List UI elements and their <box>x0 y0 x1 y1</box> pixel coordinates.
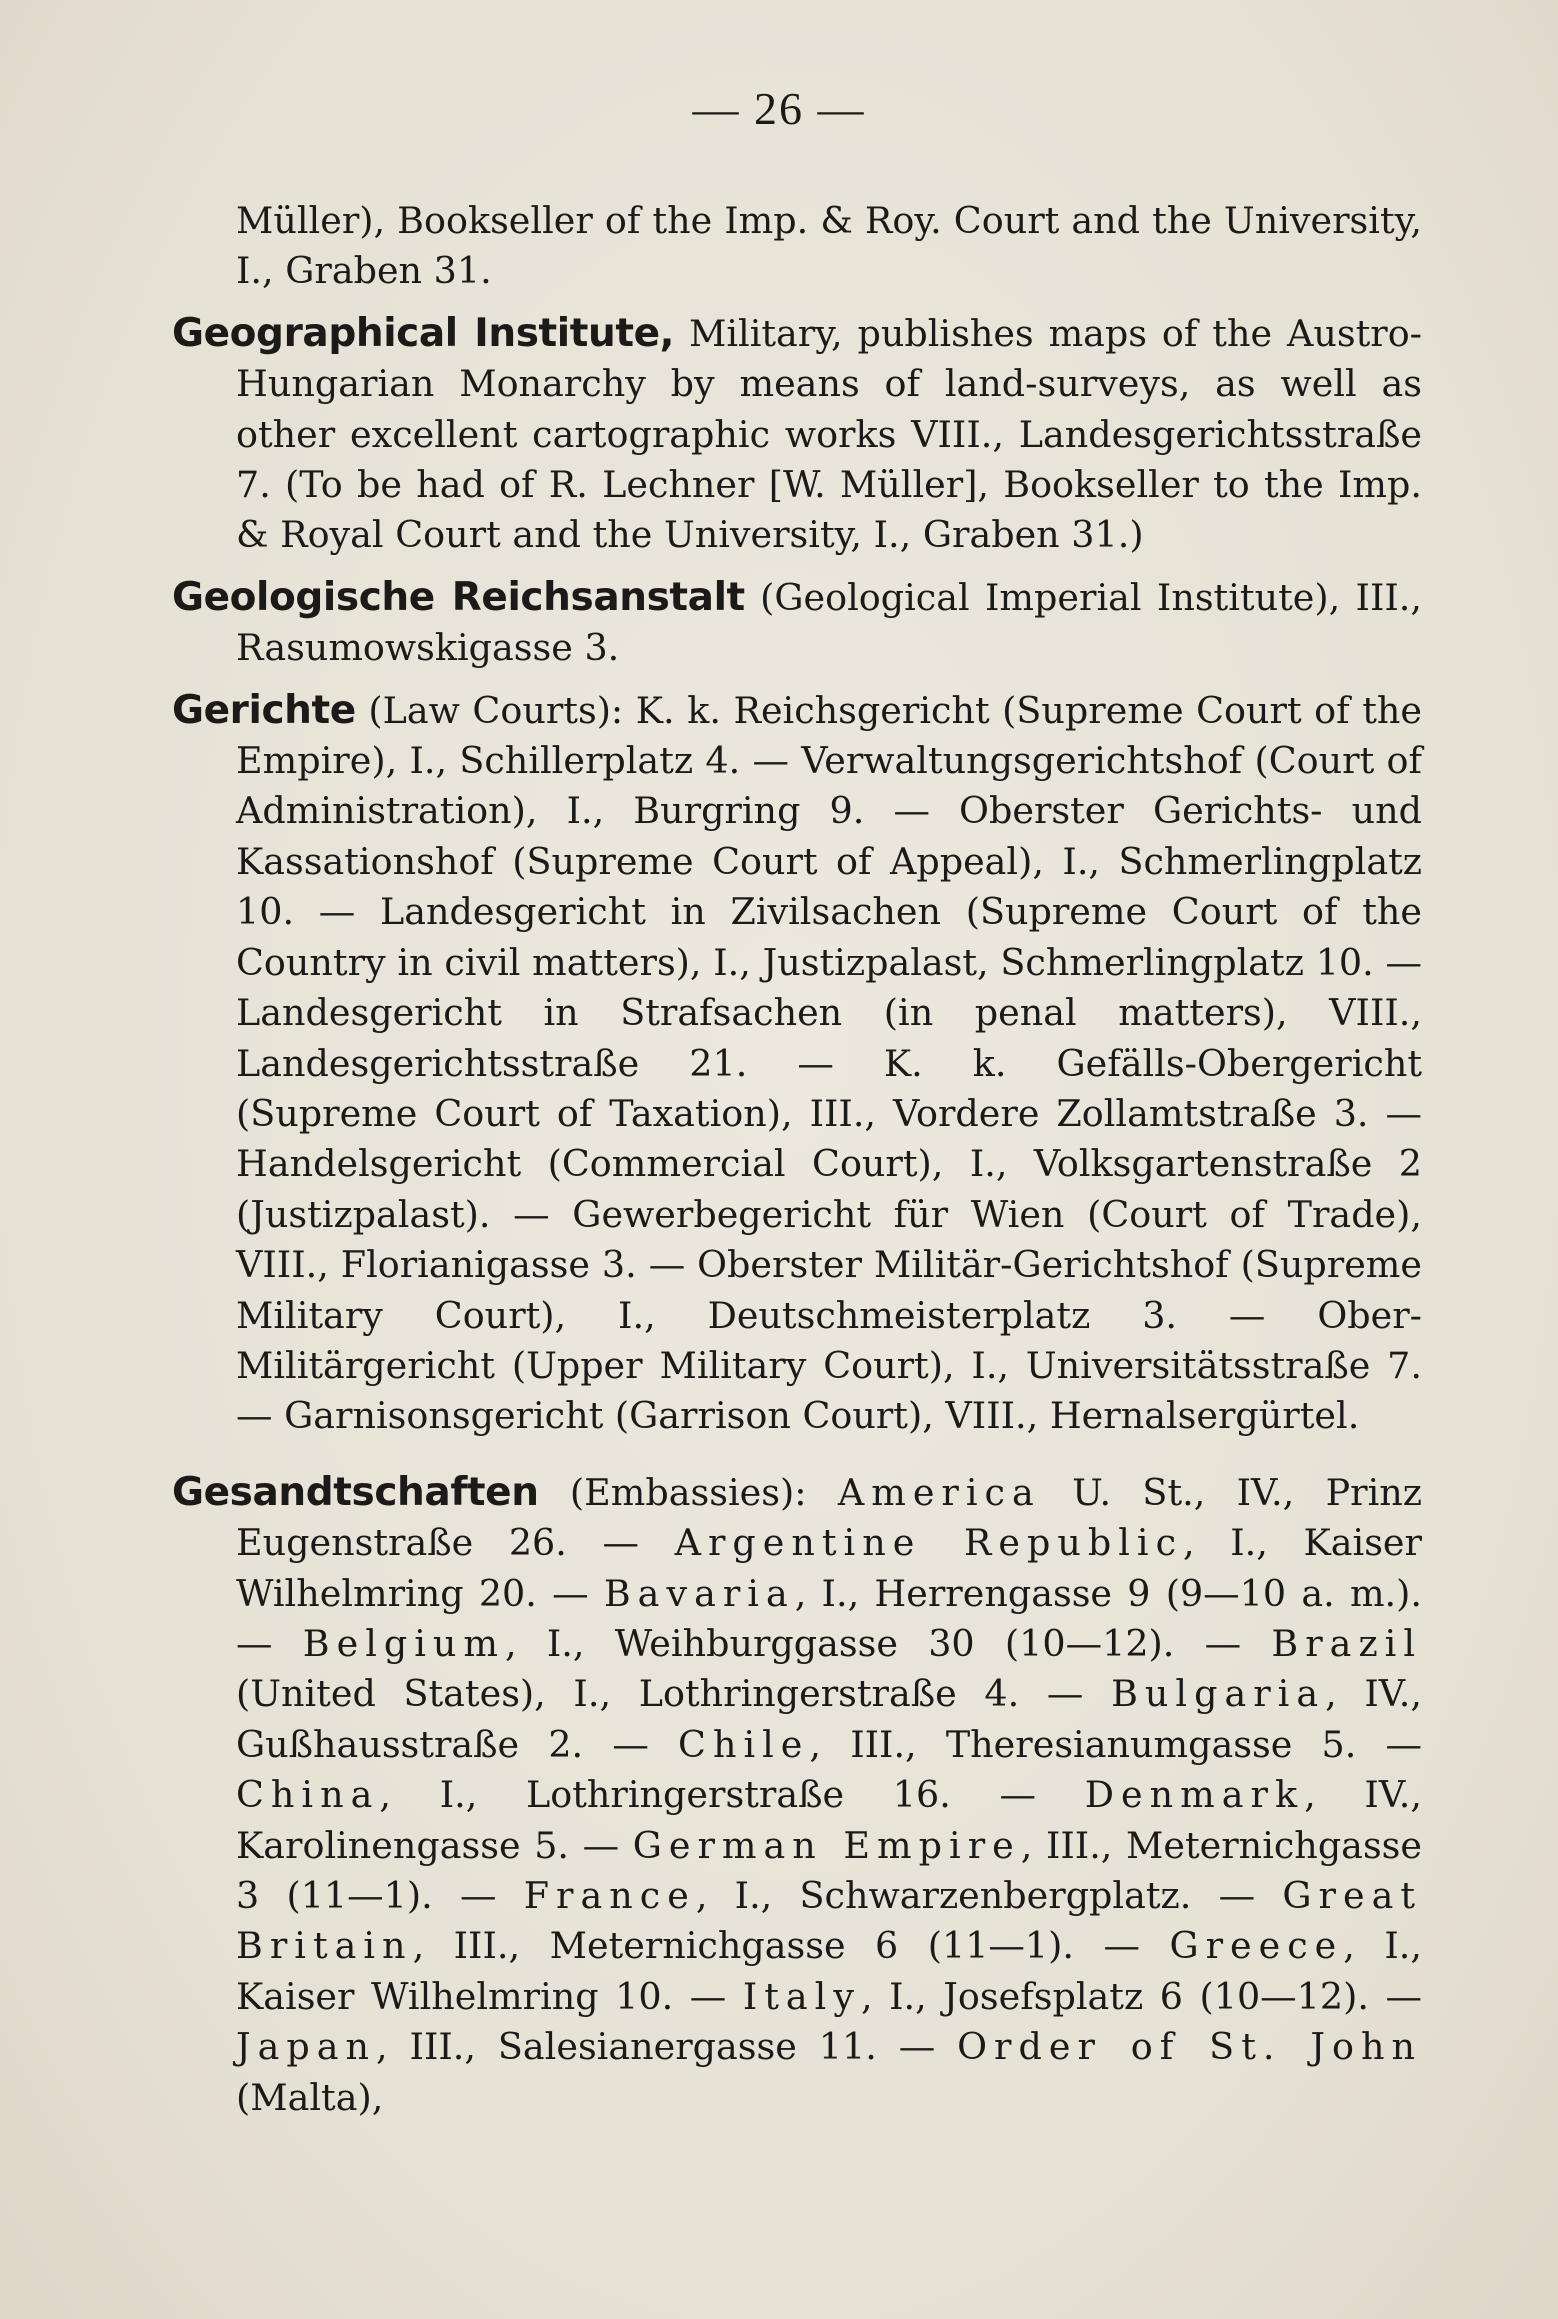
country-name: German Empire <box>632 1823 1021 1867</box>
entry-text: Military, publishes maps of the Austro-Hungarian Monarchy by means of land-surveys, as well as other excellent cartographic works VIII., Landesgerichtsstraße 7. (To be had of R. Lechner [W. Müller], Bookseller to the Imp. & Royal Court and the University, I., Graben 31.) <box>236 311 1422 557</box>
entry-text: , I., Schwarzenbergplatz. — <box>695 1874 1283 1917</box>
country-name: Argentine Republic <box>674 1521 1184 1565</box>
country-name: America <box>837 1470 1041 1514</box>
entry-text: (Geological Imperial Institute), III., Rasumowskigasse 3. <box>236 575 1422 670</box>
entry-heading: Geographical Institute, <box>172 310 675 356</box>
entry-gesandtschaften <box>172 1468 1422 2123</box>
entry-text: , III., Meternichgasse 6 (11—1). — <box>412 1924 1170 1968</box>
entry-gerichte <box>172 686 1422 1442</box>
entry-text: (Embassies): <box>538 1470 838 1514</box>
entry-heading: Geologische Reichsanstalt <box>172 574 745 620</box>
country-name: Belgium <box>302 1621 506 1665</box>
entry-text: , I., Herrengasse 9 (9—10 a. m.). — <box>236 1571 1423 1665</box>
country-name: Bulgaria <box>1111 1672 1326 1716</box>
entry-geographical-institute <box>172 309 1422 561</box>
entry-text: (Malta), <box>236 2075 384 2119</box>
entry-text: Müller), Bookseller of the Imp. & Roy. Court and the University, I., Graben 31. <box>236 199 1422 293</box>
entry-text: , III., Theresianumgasse 5. — <box>809 1722 1422 1766</box>
country-name: France <box>523 1874 696 1917</box>
country-name: Greece <box>1169 1924 1344 1968</box>
country-name: Denmark <box>1084 1773 1305 1817</box>
entry-text: , I., Weihburggasse 30 (10—12). — <box>505 1621 1272 1665</box>
country-name: China <box>236 1773 380 1817</box>
entry-text: U. St., IV., Prinz Eugenstraße 26. — <box>236 1470 1422 1565</box>
country-name: Great Britain <box>236 1874 1422 1968</box>
entry-text: , IV., Gußhausstraße 2. — <box>236 1672 1422 1766</box>
entry-text: , I., Lothringerstraße 16. — <box>379 1773 1085 1817</box>
country-name: Brazil <box>1271 1621 1423 1665</box>
entry-text: , I., Kaiser Wilhelmring 10. — <box>236 1924 1422 2018</box>
page-number: — 26 — <box>692 83 866 134</box>
country-name: Italy <box>742 1974 861 2018</box>
entry-text: (United States), I., Lothringerstraße 4. — <box>236 1672 1112 1716</box>
entry-text: , IV., Karolinengasse 5. — <box>236 1773 1422 1867</box>
country-name: Bavaria <box>603 1571 795 1615</box>
entry-geologische-reichsanstalt <box>172 573 1422 674</box>
country-name: Japan <box>236 2025 377 2069</box>
entry-text: , I., Kaiser Wilhelmring 20. — <box>236 1521 1422 1615</box>
country-name: Chile <box>678 1722 810 1766</box>
entry-continuation <box>172 196 1422 297</box>
entry-text: (Law Courts): K. k. Reichsgericht (Supreme Court of the Empire), I., Schillerplatz 4. — Verwaltungsgerichtshof (Court of Administration), I., Burgring 9. — Oberster Gerichts- und Kassationshof (Supreme Court of Appeal), I., Schmerlingplatz 10. — Landesgericht in Zivilsachen (Supreme Court of the Country in civil matters), I., Justizpalast, Schmerlingplatz 10. — Landesgericht in Strafsachen (in penal matters), VIII., Landesgerichtsstraße 21. — K. k. Gefälls-Obergericht (Supreme Court of Taxation), III., Vordere Zollamtstraße 3. — Handelsgericht (Commercial Court), I., Volksgartenstraße 2 (Justizpalast). — Gewerbegericht für Wien (Court of Trade), VIII., Florianigasse 3. — Oberster Militär-Gerichtshof (Supreme Military Court), I., Deutschmeisterplatz 3. — Ober-Militärgericht (Upper Military Court), I., Universitätsstraße 7. — Garnisonsgericht (Garrison Court), VIII., Hernalsergürtel. <box>236 688 1422 1438</box>
directory-text <box>172 196 1422 2135</box>
entry-text: , I., Josefsplatz 6 (10—12). — <box>860 1974 1423 2018</box>
entry-text: , III., Salesianergasse 11. — <box>376 2025 958 2069</box>
entry-heading: Gerichte <box>172 687 356 733</box>
entry-heading: Gesandtschaften <box>172 1469 539 1515</box>
entry-text: , III., Meternichgasse 3 (11—1). — <box>236 1823 1423 1917</box>
country-name: Order of St. John <box>957 2025 1422 2069</box>
